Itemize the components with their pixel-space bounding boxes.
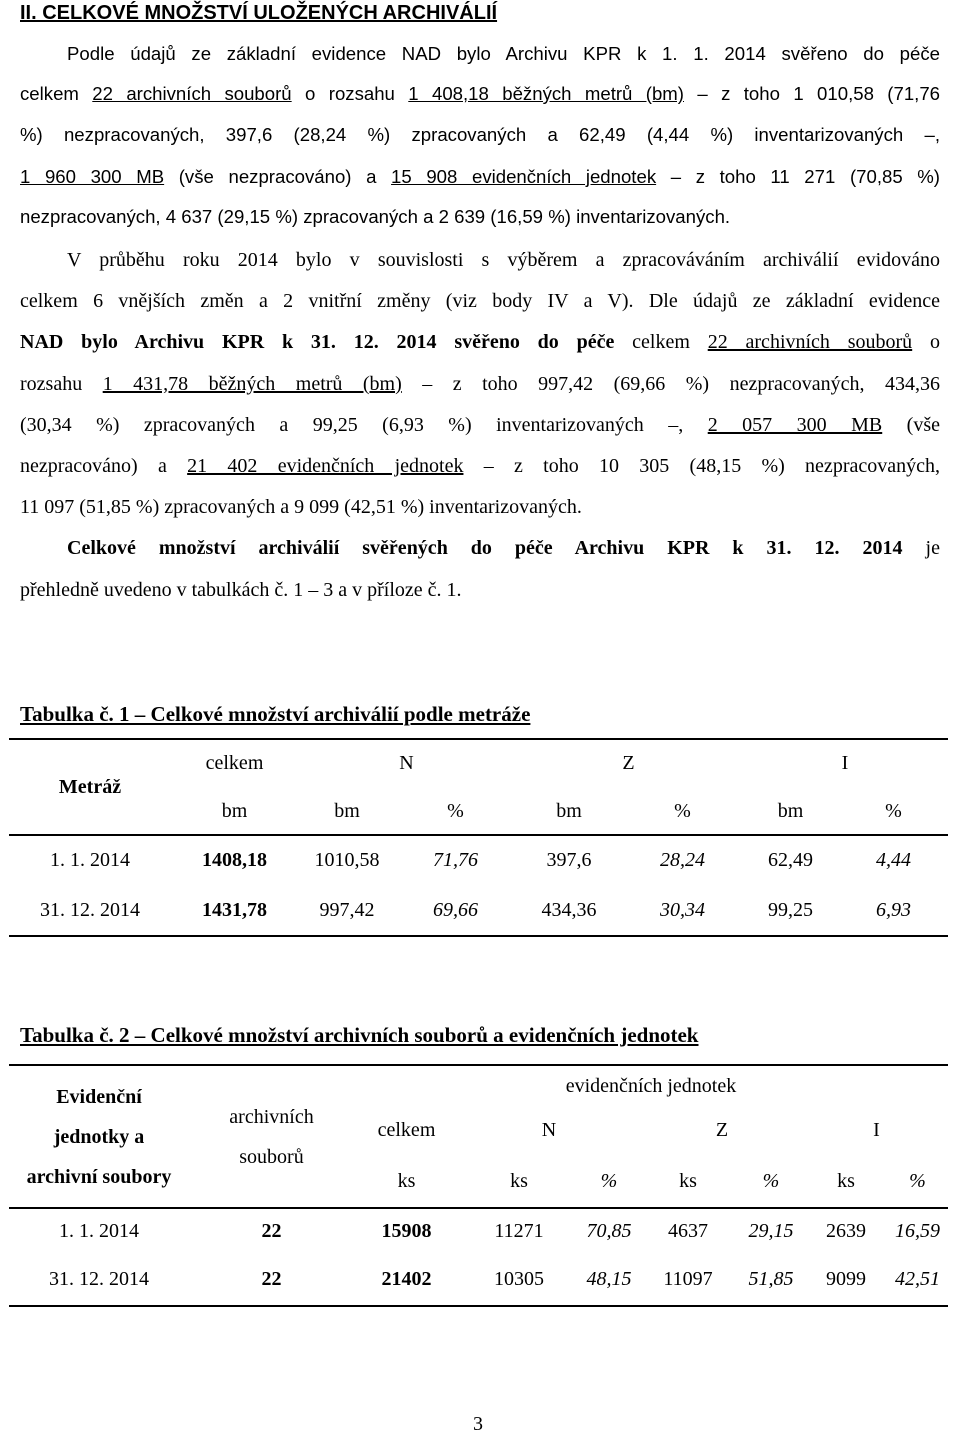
table-2-corner-header [9,1066,189,1207]
table-cell-total: 1431,78 [202,898,267,921]
table-2-unit-header: ks [679,1169,697,1192]
page-number: 3 [473,1413,483,1435]
table-cell-value: 62,49 [768,848,813,871]
table-1-header-divider [9,834,948,836]
text-run: (vše nezpracováno) a [164,166,392,187]
table-2-header-divider [9,1207,948,1209]
text-run: o [912,331,940,353]
text-run: o rozsahu [291,83,409,104]
table-cell-percent: 16,59 [895,1219,940,1242]
underlined-text: 1 960 300 MB [20,166,165,187]
table-cell-percent: 29,15 [748,1219,794,1242]
table-2-unit-header: % [762,1169,780,1192]
table-cell-value: 99,25 [768,898,813,921]
table-2-unit-header: % [600,1169,618,1192]
table-2-group-header: N [541,1119,557,1141]
corner-line: jednotky a [53,1125,145,1148]
table-cell-date: 31. 12. 2014 [40,898,140,921]
table-cell-date: 31. 12. 2014 [49,1267,149,1290]
table-1-bottom-border [9,935,948,937]
table-1-unit-header: bm [221,799,248,822]
table-cell-value: 2639 [826,1219,866,1242]
table-cell-percent: 69,66 [433,898,478,921]
table-row [9,835,948,885]
text-run: (30,34 %) zpracovaných a 99,25 (6,93 %) inventarizovaných –, [20,414,708,436]
paragraph-1-line-3: %) nezpracovaných, 397,6 (28,24 %) zpracovaných a 62,49 (4,44 %) inventarizovaných –, [20,124,940,145]
table-cell-value: 11097 [663,1267,713,1290]
table-2-unit-header: ks [837,1169,855,1192]
header-line: archivních [229,1105,314,1128]
text-run: nezpracováno) a [20,455,188,477]
paragraph-1-line-2 [20,80,940,108]
table-1-group-header: celkem [205,752,264,774]
table-1-unit-header: bm [556,799,582,822]
paragraph-3-line-2: přehledně uvedeno v tabulkách č. 1 – 3 a v příloze č. 1. [20,579,462,601]
table-cell-collections: 22 [261,1219,282,1242]
table-cell-value: 10305 [494,1267,544,1290]
table-1-unit-header: bm [334,799,360,822]
text-run: celkem [614,331,708,353]
table-cell-percent: 70,85 [586,1219,632,1242]
underlined-text: 1 408,18 běžných metrů (bm) [408,83,684,104]
table-1-caption: Tabulka č. 1 – Celkové množství archiválií podle metráže [20,702,531,726]
table-cell-collections: 22 [261,1267,282,1290]
table-2-bottom-border [9,1305,948,1307]
table-cell-percent: 6,93 [876,898,911,921]
table-cell-value: 397,6 [546,848,592,871]
table-1-group-header: N [399,752,414,774]
underlined-text: 22 archivních souborů [92,83,292,104]
table-cell-date: 1. 1. 2014 [50,848,130,871]
table-2-unit-header: ks [397,1169,416,1192]
bold-text: NAD bylo Archivu KPR k 31. 12. 2014 svěřeno do péče [20,331,615,353]
bold-text: Celkové množství archiválií svěřených do péče Archivu KPR k 31. 12. 2014 [67,537,903,559]
paragraph-2-line-2: celkem 6 vnějších změn a 2 vnitřní změny (viz body IV a V). Dle údajů ze základní evidence [20,290,940,312]
text-run: – z toho 10 305 (48,15 %) nezpracovaných, [463,455,940,477]
table-1-unit-header: % [447,799,464,822]
text-run: – z toho 1 010,58 (71,76 [684,83,941,104]
corner-line: Evidenční [56,1085,142,1108]
paragraph-2-line-4 [20,370,940,398]
table-cell-value: 11271 [494,1219,544,1242]
text-run: (vše [882,414,940,436]
table-row [9,885,948,935]
table-cell-total: 1408,18 [202,848,267,871]
corner-line: archivní soubory [26,1165,172,1188]
paragraph-2-line-5 [20,411,940,439]
table-cell-value: 997,42 [319,898,375,921]
table-1 [9,740,948,935]
table-cell-percent: 71,76 [433,848,478,871]
paragraph-2-line-6 [20,452,940,480]
underlined-text: 2 057 300 MB [707,414,883,436]
table-2-unit-header: ks [510,1169,528,1192]
underlined-text: 21 402 evidenčních jednotek [187,455,464,477]
table-cell-value: 1010,58 [314,848,380,871]
table-cell-total: 15908 [381,1219,432,1242]
table-2-unit-header: % [909,1169,926,1192]
table-2-group-title: evidenčních jednotek [565,1074,737,1097]
table-cell-value: 4637 [668,1219,708,1242]
table-row [9,1255,948,1303]
table-row [9,1207,948,1255]
table-2-group-header: I [873,1119,880,1141]
table-cell-percent: 28,24 [660,848,705,871]
text-run: rozsahu [20,373,103,395]
table-cell-percent: 4,44 [876,848,911,871]
table-2-group-header: celkem [377,1119,436,1141]
text-run: – z toho 997,42 (69,66 %) nezpracovaných, 434,36 [401,373,940,395]
table-cell-value: 434,36 [541,898,597,921]
table-2-archival-header [189,1066,354,1207]
table-cell-percent: 42,51 [895,1267,940,1290]
table-1-unit-header: % [674,799,691,822]
table-1-corner-header: Metráž [58,776,122,798]
table-1-group-header: Z [622,752,635,774]
table-cell-date: 1. 1. 2014 [59,1219,139,1242]
table-1-group-header: I [841,752,849,774]
table-2-caption: Tabulka č. 2 – Celkové množství archivních souborů a evidenčních jednotek [20,1023,699,1047]
paragraph-2-line-7: 11 097 (51,85 %) zpracovaných a 9 099 (42,51 %) inventarizovaných. [20,496,582,518]
paragraph-1-line-4 [20,163,940,191]
paragraph-1-line-5: nezpracovaných, 4 637 (29,15 %) zpracovaných a 2 639 (16,59 %) inventarizovaných. [20,206,731,227]
table-1-unit-header: bm [777,799,804,822]
text-run: – z toho 11 271 (70,85 %) [656,166,940,187]
underlined-text: 15 908 evidenčních jednotek [391,166,657,187]
underlined-text: 1 431,78 běžných metrů (bm) [102,373,402,395]
section-heading: II. CELKOVÉ MNOŽSTVÍ ULOŽENÝCH ARCHIVÁLIÍ [20,2,498,24]
text-run: celkem [20,83,93,104]
header-line: souborů [239,1145,304,1168]
table-cell-percent: 48,15 [586,1267,632,1290]
paragraph-3-line-1 [20,534,940,562]
paragraph-2-line-3 [20,328,940,356]
text-run: je [902,537,940,559]
table-2 [9,1066,948,1303]
table-2-group-header: Z [715,1119,729,1141]
table-1-unit-header: % [885,799,902,822]
paragraph-2-line-1: V průběhu roku 2014 bylo v souvislosti s výběrem a zpracováváním archiválií evidováno [67,249,940,271]
underlined-text: 22 archivních souborů [707,331,913,353]
table-cell-total: 21402 [381,1267,432,1290]
table-cell-percent: 30,34 [660,898,705,921]
table-cell-value: 9099 [826,1267,866,1290]
table-cell-percent: 51,85 [748,1267,794,1290]
paragraph-1-line-1: Podle údajů ze základní evidence NAD bylo Archivu KPR k 1. 1. 2014 svěřeno do péče [67,43,940,64]
